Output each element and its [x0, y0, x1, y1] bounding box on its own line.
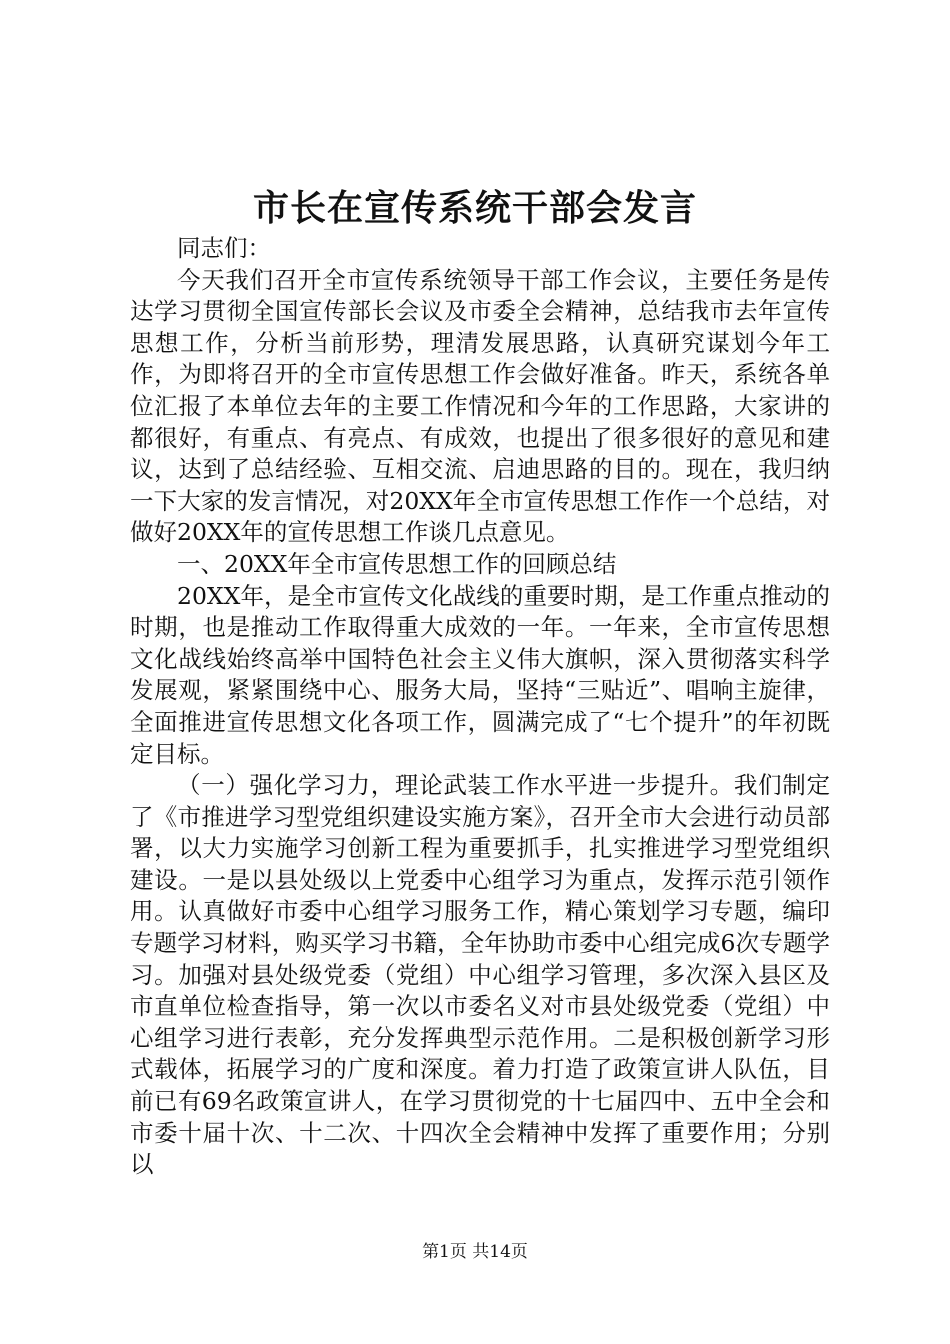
document-body — [130, 233, 830, 1181]
page-number-footer: 第1页 共14页 — [422, 1242, 528, 1262]
document-title: 市长在宣传系统干部会发言 — [252, 187, 697, 229]
intro-paragraph: 今天我们召开全市宣传系统领导干部工作会议，主要任务是传达学习贯彻全国宣传部长会议及市委全会精神，总结我市去年宣传思想工作，分析当前形势，理清发展思路，认真研究谋划今年工作，为即将召开的全市宣传思想工作会做好准备。昨天，系统各单位汇报了本单位去年的主要工作情况和今年的工作思路，大家讲的都很好，有重点、有亮点、有成效，也提出了很多很好的意见和建议，达到了总结经验、互相交流、启迪思路的目的。现在，我归纳一下大家的发言情况，对20XX年全市宣传思想工作作一个总结，对做好20XX年的宣传思想工作谈几点意见。 — [130, 265, 830, 547]
study-paragraph: （一）强化学习力，理论武装工作水平进一步提升。我们制定了《市推进学习型党组织建设实施方案》，召开全市大会进行动员部署，以大力实施学习创新工程为重要抓手，扎实推进学习型党组织建设。一是以县处级以上党委中心组学习为重点，发挥示范引领作用。认真做好市委中心组学习服务工作，精心策划学习专题，编印专题学习材料，购买学习书籍，全年协助市委中心组完成6次专题学习。加强对县处级党委（党组）中心组学习管理，多次深入县区及市直单位检查指导，第一次以市委名义对市县处级党委（党组）中心组学习进行表彰，充分发挥典型示范作用。二是积极创新学习形式载体，拓展学习的广度和深度。着力打造了政策宣讲人队伍，目前已有69名政策宣讲人，在学习贯彻党的十七届四中、五中全会和市委十届十次、十二次、十四次全会精神中发挥了重要作用；分别以 — [130, 771, 830, 1179]
section-heading: 一、20XX年全市宣传思想工作的回顾总结 — [177, 549, 617, 578]
salutation-paragraph: 同志们： — [177, 234, 271, 262]
review-paragraph: 20XX年，是全市宣传文化战线的重要时期，是工作重点推动的时期，也是推动工作取得重大成效的一年。一年来，全市宣传思想文化战线始终高举中国特色社会主义伟大旗帜，深入贯彻落实科学发展观，紧紧围绕中心、服务大局，坚持“三贴近”、唱响主旋律，全面推进宣传思想文化各项工作，圆满完成了“七个提升”的年初既定目标。 — [130, 581, 830, 768]
